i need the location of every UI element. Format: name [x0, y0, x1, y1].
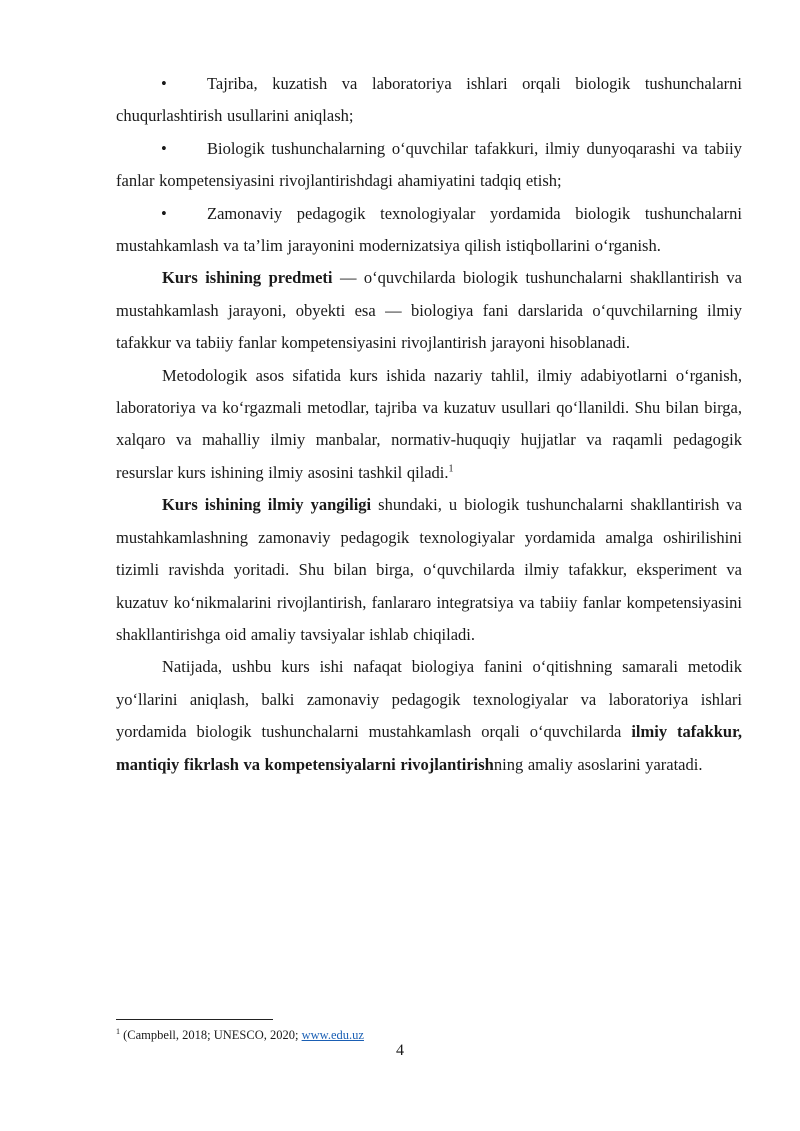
- footnote-text: (Campbell, 2018; UNESCO, 2020;: [120, 1028, 302, 1043]
- footnote-reference[interactable]: 1: [448, 463, 454, 475]
- bullet-text: Biologik tushunchalarning o‘quvchilar tafakkuri, ilmiy dunyoqarashi va tabiiy fanlar kompetensiyasini rivojlantirishdagi ahamiyatini tadqiq etish;: [116, 138, 742, 191]
- novelty-paragraph: [116, 489, 742, 651]
- bullet-item: [116, 68, 742, 133]
- bullet-symbol: •: [161, 203, 167, 223]
- bullet-item: [116, 133, 742, 198]
- footnote: [116, 1024, 364, 1043]
- subject-text: — o‘quvchilarda biologik tushunchalarni shakllantirish va mustahkamlash jarayoni, obyekti esa — biologiya fani darslarida o‘quvchilarning ilmiy tafakkur va tabiiy fanlar kompetensiyasini rivojlantirish jarayoni hisoblanadi.: [116, 268, 742, 353]
- conclusion-text-before: Natijada, ushbu kurs ishi nafaqat biologiya fanini o‘qitishning samarali metodik yo‘llarini aniqlash, balki zamonaviy pedagogik texnologiyalar va laboratoriya ishlari yordamida biologik tushunchalarni mustahkamlash orqali o‘quvchilarda: [116, 657, 742, 742]
- subject-heading: Kurs ishining predmeti: [162, 268, 333, 288]
- subject-paragraph: [116, 262, 742, 359]
- bullet-text: Tajriba, kuzatish va laboratoriya ishlari orqali biologik tushunchalarni chuqurlashtirish usullarini aniqlash;: [116, 74, 742, 126]
- footnote-divider: [116, 1019, 273, 1020]
- footnote-link[interactable]: www.edu.uz: [301, 1028, 364, 1043]
- bullet-item: [116, 198, 742, 263]
- body-text: [116, 68, 742, 781]
- conclusion-text-after: ning amaliy asoslarini yaratadi.: [493, 754, 703, 774]
- methodology-text: Metodologik asos sifatida kurs ishida nazariy tahlil, ilmiy adabiyotlarni o‘rganish, laboratoriya va ko‘rgazmali metodlar, tajriba va kuzatuv usullari qo‘llanildi. Shu bilan birga, xalqaro va mahalliy ilmiy manbalar, normativ-huquqiy hujjatlar va raqamli pedagogik resurslar kurs ishining ilmiy asosini tashkil qiladi.: [116, 365, 742, 482]
- conclusion-paragraph: [116, 651, 742, 781]
- page-number: 4: [396, 1042, 404, 1059]
- bullet-symbol: •: [161, 138, 167, 158]
- methodology-paragraph: [116, 360, 742, 490]
- bullet-symbol: •: [161, 74, 167, 93]
- bullet-text: Zamonaviy pedagogik texnologiyalar yordamida biologik tushunchalarni mustahkamlash va ta’lim jarayonini modernizatsiya qilish istiqbollarini o‘rganish.: [116, 203, 742, 256]
- footnote-mark: 1: [116, 1027, 120, 1036]
- conclusion-emphasis: ilmiy tafakkur, mantiqiy fikrlash va kompetensiyalarni rivojlantirish: [116, 722, 743, 774]
- novelty-text: shundaki, u biologik tushunchalarni shakllantirish va mustahkamlashning zamonaviy pedagogik texnologiyalar yordamida amalga oshirilishini tizimli ravishda yoritadi. Shu bilan birga, o‘quvchilarda ilmiy tafakkur, eksperiment va kuzatuv ko‘nikmalarini rivojlantirish, fanlararo integratsiya va tabiiy fanlar kompetensiyasini shakllantirishga oid amaliy tavsiyalar ishlab chiqiladi.: [116, 495, 742, 644]
- novelty-heading: Kurs ishining ilmiy yangiligi: [162, 495, 372, 515]
